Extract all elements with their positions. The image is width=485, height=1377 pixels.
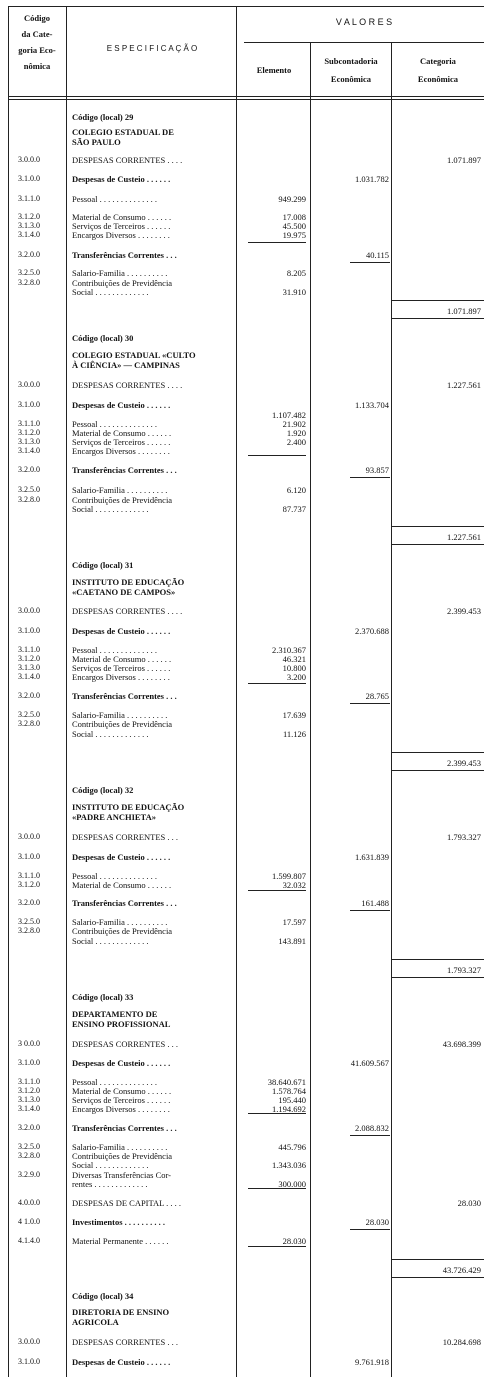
- row-code: 3.2.8.0: [18, 719, 40, 728]
- subtotal-rule: [350, 262, 390, 263]
- row-subcontadoria-value: 1.031.782: [355, 174, 389, 184]
- row-subcontadoria-value: 41.609.567: [350, 1058, 389, 1068]
- row-code: 3.2.0.0: [18, 465, 40, 474]
- row-code: 3.2.5.0: [18, 917, 40, 926]
- row-description: Pessoal . . . . . . . . . . . . . .: [72, 419, 157, 429]
- row-code: 3.1.4.0: [18, 1104, 40, 1113]
- row-code: 3 0.0.0: [18, 1039, 40, 1048]
- row-elemento-value: 1.599.807: [272, 871, 306, 881]
- row-code: 3.0.0.0: [18, 155, 40, 164]
- header-cat-line: Categoria: [420, 56, 456, 66]
- row-code: 3.1.3.0: [18, 221, 40, 230]
- total-rule: [392, 1259, 484, 1260]
- table-row: [0, 1103, 485, 1115]
- section-heading: COLEGIO ESTADUAL DE: [72, 127, 174, 137]
- row-categoria-value: 1.071.897: [447, 306, 481, 316]
- total-rule: [392, 770, 484, 771]
- total-rule: [392, 959, 484, 960]
- row-description: Serviços de Terceiros . . . . . .: [72, 437, 171, 447]
- row-description: DESPESAS CORRENTES . . . .: [72, 606, 183, 616]
- row-code: 3.2.8.0: [18, 926, 40, 935]
- row-elemento-value: 1.578.764: [272, 1086, 306, 1096]
- row-code: 3.1.3.0: [18, 663, 40, 672]
- section-heading: SÃO PAULO: [72, 137, 121, 147]
- row-categoria-value: 10.284.698: [442, 1337, 481, 1347]
- row-code: 3.1.3.0: [18, 437, 40, 446]
- row-description: Pessoal . . . . . . . . . . . . . .: [72, 194, 157, 204]
- row-subcontadoria-value: 28.765: [365, 691, 389, 701]
- row-description: Contribuições de Previdência: [72, 1151, 173, 1161]
- row-code: 3.0.0.0: [18, 832, 40, 841]
- section-heading: COLEGIO ESTADUAL «CULTO: [72, 350, 196, 360]
- row-code: 3.2.5.0: [18, 268, 40, 277]
- subtotal-rule: [350, 477, 390, 478]
- row-elemento-value: 38.640.671: [267, 1077, 306, 1087]
- row-subcontadoria-value: 2.088.832: [355, 1123, 389, 1133]
- table-row: [0, 305, 485, 317]
- table-row: [0, 879, 485, 891]
- table-row: [0, 193, 485, 205]
- row-code: 3.1.1.0: [18, 871, 40, 880]
- table-row: [0, 1356, 485, 1368]
- row-code: 4.0.0.0: [18, 1198, 40, 1207]
- row-description: Material de Consumo . . . . . .: [72, 880, 172, 890]
- row-description: Pessoal . . . . . . . . . . . . . .: [72, 1077, 157, 1087]
- row-code: 3.1.0.0: [18, 400, 40, 409]
- section-heading: DIRETORIA DE ENSINO: [72, 1307, 170, 1317]
- row-description: Despesas de Custeio . . . . . .: [72, 626, 171, 636]
- row-code: 3.1.1.0: [18, 194, 40, 203]
- row-description: Encargos Diversos . . . . . . . .: [72, 446, 170, 456]
- row-subcontadoria-value: 161.488: [361, 898, 389, 908]
- table-row: [0, 1038, 485, 1050]
- row-code: 3.1.1.0: [18, 645, 40, 654]
- table-row: [0, 1216, 485, 1228]
- row-categoria-value: 28.030: [457, 1198, 481, 1208]
- row-subcontadoria-value: 40.115: [365, 250, 389, 260]
- row-description: Contribuições de Previdência: [72, 495, 173, 505]
- row-elemento-value: 1.343.036: [272, 1160, 306, 1170]
- row-description: Encargos Diversos . . . . . . . .: [72, 1104, 170, 1114]
- subtotal-rule: [248, 242, 306, 243]
- row-elemento-value: 2.310.367: [272, 645, 306, 655]
- header-code-line: Código: [24, 13, 50, 23]
- row-subcontadoria-value: 93.857: [365, 465, 389, 475]
- row-description: Encargos Diversos . . . . . . . .: [72, 672, 170, 682]
- row-description: DESPESAS CORRENTES . . .: [72, 1337, 179, 1347]
- header-code-line: goria Eco-: [18, 45, 56, 55]
- table-row: [0, 464, 485, 476]
- section-heading: AGRICOLA: [72, 1317, 119, 1327]
- header-sub-line: Subcontadoria: [324, 56, 378, 66]
- row-elemento-value: 2.400: [286, 437, 306, 447]
- table-row: [0, 173, 485, 185]
- total-rule: [392, 1277, 484, 1278]
- row-description: Contribuições de Previdência: [72, 926, 173, 936]
- row-code: 3.2.5.0: [18, 485, 40, 494]
- subtotal-rule: [350, 703, 390, 704]
- row-description: Social . . . . . . . . . . . . .: [72, 504, 149, 514]
- row-description: Contribuições de Previdência: [72, 278, 173, 288]
- row-subcontadoria-value: 9.761.918: [355, 1357, 389, 1367]
- row-code: 3.1.2.0: [18, 1086, 40, 1095]
- table-row: [0, 1264, 485, 1276]
- header-especificacao: E S P E C I F I C A Ç Ã O: [106, 44, 198, 53]
- subtotal-rule: [350, 1135, 390, 1136]
- row-description: Material de Consumo . . . . . .: [72, 1086, 172, 1096]
- row-description: Material de Consumo . . . . . .: [72, 654, 172, 664]
- row-description: Salario-Familia . . . . . . . . . .: [72, 485, 168, 495]
- row-description: Transferências Correntes . . .: [72, 250, 177, 260]
- row-subcontadoria-value: 1.133.704: [355, 400, 389, 410]
- section-heading: DEPARTAMENTO DE: [72, 1009, 158, 1019]
- total-rule: [392, 300, 484, 301]
- table-row: [0, 1197, 485, 1209]
- row-elemento-value: 445.796: [278, 1142, 306, 1152]
- table-row: [0, 964, 485, 976]
- row-categoria-value: 1.227.561: [447, 380, 481, 390]
- row-description: Material de Consumo . . . . . .: [72, 212, 172, 222]
- row-code: 4.1.4.0: [18, 1236, 40, 1245]
- row-code: 3.0.0.0: [18, 380, 40, 389]
- row-description: Salario-Familia . . . . . . . . . .: [72, 268, 168, 278]
- row-description: Material Permanente . . . . . .: [72, 1236, 169, 1246]
- row-elemento-value: 8.205: [286, 268, 306, 278]
- row-subcontadoria-value: 2.370.688: [355, 626, 389, 636]
- section-heading: Código (local) 31: [72, 560, 134, 570]
- row-subcontadoria-value: 1.631.839: [355, 852, 389, 862]
- row-description: Salario-Familia . . . . . . . . . .: [72, 1142, 168, 1152]
- row-description: Encargos Diversos . . . . . . . .: [72, 230, 170, 240]
- row-elemento-value: 11.126: [282, 729, 306, 739]
- row-elemento-value: 21.902: [282, 419, 306, 429]
- row-elemento-value: 195.440: [278, 1095, 306, 1105]
- row-categoria-value: 1.227.561: [447, 532, 481, 542]
- row-code: 3.1.0.0: [18, 626, 40, 635]
- row-description: DESPESAS CORRENTES . . .: [72, 832, 179, 842]
- table-row: [0, 671, 485, 683]
- row-description: Despesas de Custeio . . . . . .: [72, 1058, 171, 1068]
- row-elemento-value: 949.299: [278, 194, 306, 204]
- row-code: 3.2.0.0: [18, 1123, 40, 1132]
- row-elemento-value: 1.194.692: [272, 1104, 306, 1114]
- row-categoria-value: 2.399.453: [447, 606, 481, 616]
- section-heading: Código (local) 32: [72, 785, 134, 795]
- table-row: [0, 503, 485, 515]
- row-categoria-value: 1.793.327: [447, 832, 481, 842]
- header-bottom-rule: [8, 96, 484, 97]
- row-elemento-value: 3.200: [286, 672, 306, 682]
- row-description: Despesas de Custeio . . . . . .: [72, 852, 171, 862]
- table-row: [0, 1057, 485, 1069]
- row-description: Transferências Correntes . . .: [72, 465, 177, 475]
- row-code: 3.1.1.0: [18, 419, 40, 428]
- row-description: rentes . . . . . . . . . . . . .: [72, 1179, 148, 1189]
- row-code: 3.2.9.0: [18, 1170, 40, 1179]
- table-row: [0, 690, 485, 702]
- row-code: 3.1.1.0: [18, 1077, 40, 1086]
- row-description: Despesas de Custeio . . . . . .: [72, 1357, 171, 1367]
- row-description: Transferências Correntes . . .: [72, 691, 177, 701]
- row-description: Contribuições de Previdência: [72, 719, 173, 729]
- row-code: 3.2.5.0: [18, 710, 40, 719]
- header-valores: V A L O R E S: [335, 17, 393, 27]
- row-code: 3.2.0.0: [18, 691, 40, 700]
- row-description: Social . . . . . . . . . . . . .: [72, 1160, 149, 1170]
- row-description: Salario-Familia . . . . . . . . . .: [72, 917, 168, 927]
- table-row: [0, 154, 485, 166]
- row-categoria-value: 2.399.453: [447, 758, 481, 768]
- table-row: [0, 1235, 485, 1247]
- row-description: Serviços de Terceiros . . . . . .: [72, 1095, 171, 1105]
- subtotal-rule: [350, 910, 390, 911]
- row-elemento-value: 31.910: [282, 287, 306, 297]
- row-description: Investimentos . . . . . . . . . .: [72, 1217, 166, 1227]
- row-elemento-value: 6.120: [286, 485, 306, 495]
- section-heading: Código (local) 29: [72, 112, 134, 122]
- row-elemento-value: 300.000: [278, 1179, 306, 1189]
- row-description: Diversas Transferências Cor-: [72, 1170, 171, 1180]
- row-code: 3.1.2.0: [18, 654, 40, 663]
- row-description: DESPESAS CORRENTES . . .: [72, 1039, 179, 1049]
- row-code: 3.2.8.0: [18, 495, 40, 504]
- row-code: 3.2.0.0: [18, 250, 40, 259]
- table-row: [0, 851, 485, 863]
- row-code: 3.2.5.0: [18, 1142, 40, 1151]
- row-description: Salario-Familia . . . . . . . . . .: [72, 710, 168, 720]
- header-code: [10, 10, 64, 74]
- row-elemento-value: 17.008: [282, 212, 306, 222]
- row-description: Pessoal . . . . . . . . . . . . . .: [72, 645, 157, 655]
- row-code: 4 1.0.0: [18, 1217, 40, 1226]
- table-row: [0, 1336, 485, 1348]
- row-description: Serviços de Terceiros . . . . . .: [72, 221, 171, 231]
- row-description: Material de Consumo . . . . . .: [72, 428, 172, 438]
- row-elemento-value: 17.597: [282, 917, 306, 927]
- section-heading: INSTITUTO DE EDUCAÇÃO: [72, 577, 185, 587]
- row-code: 3.1.3.0: [18, 1095, 40, 1104]
- row-elemento-value: 17.639: [282, 710, 306, 720]
- header-code-line: nômica: [23, 61, 51, 71]
- table-row: [0, 249, 485, 261]
- row-code: 3.1.0.0: [18, 852, 40, 861]
- section-heading: Código (local) 34: [72, 1291, 134, 1301]
- row-description: DESPESAS CORRENTES . . . .: [72, 155, 183, 165]
- row-elemento-value: 46.321: [282, 654, 306, 664]
- row-code: 3.2.0.0: [18, 898, 40, 907]
- row-categoria-value: 1.793.327: [447, 965, 481, 975]
- row-elemento-value: 32.032: [282, 880, 306, 890]
- row-elemento-value: 143.891: [278, 936, 306, 946]
- table-row: [0, 379, 485, 391]
- subtotal-rule: [350, 1229, 390, 1230]
- row-description: DESPESAS CORRENTES . . . .: [72, 380, 183, 390]
- section-heading: Código (local) 33: [72, 992, 134, 1002]
- table-row: [0, 286, 485, 298]
- row-elemento-value: 45.500: [282, 221, 306, 231]
- row-elemento-value: 10.800: [282, 663, 306, 673]
- header-cat-line: Econômica: [417, 74, 459, 84]
- total-rule: [392, 526, 484, 527]
- section-heading: ENSINO PROFISSIONAL: [72, 1019, 171, 1029]
- row-code: 3.1.4.0: [18, 672, 40, 681]
- table-row: [0, 531, 485, 543]
- header-categoria: [393, 52, 483, 88]
- table-row: [0, 625, 485, 637]
- table-row: [0, 897, 485, 909]
- row-code: 3.1.0.0: [18, 1058, 40, 1067]
- section-heading: INSTITUTO DE EDUCAÇÃO: [72, 802, 185, 812]
- row-elemento-value: 1.920: [286, 428, 306, 438]
- row-elemento-value: 87.737: [282, 504, 306, 514]
- row-categoria-value: 1.071.897: [447, 155, 481, 165]
- table-row: [0, 445, 485, 457]
- header-sub-line: Econômica: [330, 74, 372, 84]
- row-description: DESPESAS DE CAPITAL . . . .: [72, 1198, 182, 1208]
- header-bottom-rule-2: [8, 99, 484, 100]
- header-subcontadoria: [312, 52, 390, 88]
- row-code: 3.2.8.0: [18, 278, 40, 287]
- section-heading: Código (local) 30: [72, 333, 134, 343]
- row-code: 3.1.0.0: [18, 174, 40, 183]
- row-description: Pessoal . . . . . . . . . . . . . .: [72, 871, 157, 881]
- subtotal-rule: [248, 683, 306, 684]
- table-row: [0, 1178, 485, 1190]
- table-row: [0, 605, 485, 617]
- row-description: Serviços de Terceiros . . . . . .: [72, 663, 171, 673]
- section-heading: «CAETANO DE CAMPOS»: [72, 587, 176, 597]
- row-code: 3.1.4.0: [18, 230, 40, 239]
- row-elemento-value: 19.975: [282, 230, 306, 240]
- row-description: Transferências Correntes . . .: [72, 898, 177, 908]
- row-code: 3.1.2.0: [18, 880, 40, 889]
- row-elemento-value: 1.107.482: [272, 410, 306, 420]
- row-code: 3.0.0.0: [18, 606, 40, 615]
- table-row: [0, 757, 485, 769]
- row-elemento-value: 28.030: [282, 1236, 306, 1246]
- table-row: [0, 1122, 485, 1134]
- row-code: 3.1.0.0: [18, 1357, 40, 1366]
- row-description: Social . . . . . . . . . . . . .: [72, 936, 149, 946]
- row-description: Despesas de Custeio . . . . . .: [72, 174, 171, 184]
- section-heading: À CIÊNCIA» — CAMPINAS: [72, 360, 180, 370]
- header-elemento: Elemento: [256, 65, 292, 75]
- section-heading: «PADRE ANCHIETA»: [72, 812, 156, 822]
- row-description: Despesas de Custeio . . . . . .: [72, 400, 171, 410]
- row-code: 3.1.4.0: [18, 446, 40, 455]
- row-code: 3.0.0.0: [18, 1337, 40, 1346]
- row-code: 3.2.8.0: [18, 1151, 40, 1160]
- row-description: Social . . . . . . . . . . . . .: [72, 729, 149, 739]
- table-row: [0, 831, 485, 843]
- table-row: [0, 935, 485, 947]
- total-rule: [392, 544, 484, 545]
- row-description: Transferências Correntes . . .: [72, 1123, 177, 1133]
- row-categoria-value: 43.726.429: [442, 1265, 481, 1275]
- total-rule: [392, 977, 484, 978]
- total-rule: [392, 318, 484, 319]
- row-subcontadoria-value: 28.030: [365, 1217, 389, 1227]
- row-code: 3.1.2.0: [18, 212, 40, 221]
- header-code-line: da Cate-: [21, 29, 53, 39]
- row-description: Social . . . . . . . . . . . . .: [72, 287, 149, 297]
- top-border: [8, 6, 484, 7]
- valores-rule: [244, 42, 484, 43]
- table-row: [0, 728, 485, 740]
- total-rule: [392, 752, 484, 753]
- row-code: 3.1.2.0: [18, 428, 40, 437]
- table-row: [0, 229, 485, 241]
- row-categoria-value: 43.698.399: [442, 1039, 481, 1049]
